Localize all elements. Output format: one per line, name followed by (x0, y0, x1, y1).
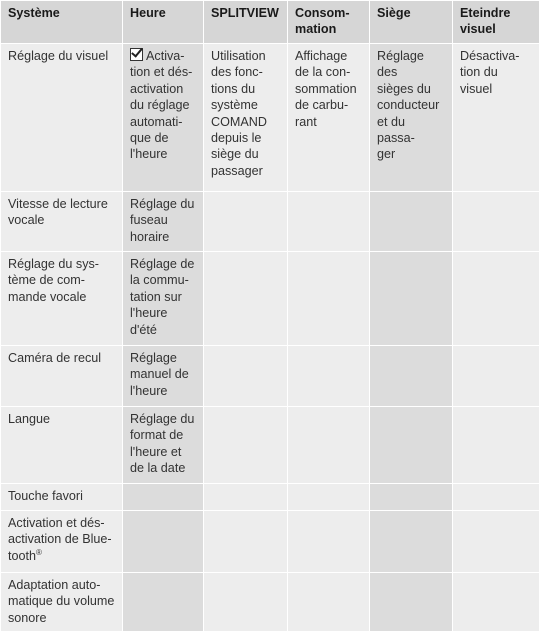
cell-consommation (288, 511, 370, 573)
cell-text: Activa- tion et dés- activation du réglage automati- que de l'heure (130, 49, 192, 161)
cell-text: Réglage manuel de l'heure (130, 351, 189, 398)
column-header-splitview: SPLITVIEW (204, 1, 288, 44)
cell-consommation (288, 484, 370, 511)
checkbox-checked-icon (130, 48, 143, 61)
cell-eteindre-visuel (453, 407, 539, 484)
column-header-siege: Siège (370, 1, 453, 44)
cell-text: Touche favori (8, 489, 83, 503)
cell-siege (370, 346, 453, 407)
cell-text: Affichage de la con- sommation de carbu- rant (295, 49, 357, 129)
column-header-consommation: Consom- mation (288, 1, 370, 44)
cell-systeme (1, 484, 123, 511)
cell-splitview (204, 511, 288, 573)
cell-eteindre-visuel (453, 346, 539, 407)
cell-consommation (288, 192, 370, 252)
cell-heure (123, 192, 204, 252)
cell-text: Réglage du visuel (8, 49, 108, 63)
cell-heure (123, 484, 204, 511)
table-row (1, 192, 539, 252)
cell-siege (370, 484, 453, 511)
cell-heure (123, 511, 204, 573)
cell-systeme (1, 511, 123, 573)
column-header-heure: Heure (123, 1, 204, 44)
cell-text: Réglage de la commu- tation sur l'heure d'été (130, 257, 194, 337)
cell-text: Désactiva- tion du visuel (460, 49, 520, 96)
cell-consommation (288, 573, 370, 632)
cell-eteindre-visuel (453, 252, 539, 346)
column-header-eteindre-visuel: Eteindre visuel (453, 1, 539, 44)
cell-text: Caméra de recul (8, 351, 101, 365)
table-row (1, 252, 539, 346)
table-row (1, 407, 539, 484)
table-row (1, 573, 539, 632)
registered-mark: ® (36, 548, 42, 557)
cell-eteindre-visuel (453, 44, 539, 192)
cell-eteindre-visuel (453, 484, 539, 511)
cell-splitview (204, 44, 288, 192)
cell-splitview (204, 252, 288, 346)
cell-eteindre-visuel (453, 192, 539, 252)
cell-heure (123, 573, 204, 632)
cell-systeme (1, 407, 123, 484)
cell-eteindre-visuel (453, 511, 539, 573)
table-row (1, 44, 539, 192)
cell-text: Réglage du fuseau horaire (130, 197, 194, 244)
cell-consommation (288, 252, 370, 346)
cell-heure (123, 346, 204, 407)
cell-siege (370, 252, 453, 346)
cell-eteindre-visuel (453, 573, 539, 632)
cell-text: Activation et dés- activation de Blue- tooth (8, 516, 112, 563)
cell-siege (370, 573, 453, 632)
cell-text: Réglage du format de l'heure et de la date (130, 412, 194, 475)
cell-siege (370, 44, 453, 192)
table-row (1, 346, 539, 407)
cell-text: Réglage du sys- tème de com- mande vocale (8, 257, 99, 304)
cell-siege (370, 192, 453, 252)
table-row (1, 511, 539, 573)
cell-systeme (1, 192, 123, 252)
cell-consommation (288, 346, 370, 407)
cell-systeme (1, 252, 123, 346)
cell-text: Langue (8, 412, 50, 426)
cell-splitview (204, 573, 288, 632)
cell-systeme (1, 44, 123, 192)
cell-heure (123, 252, 204, 346)
cell-text: Réglage des sièges du conducteur et du passa- ger (377, 49, 439, 161)
header-row (1, 1, 539, 44)
cell-consommation (288, 407, 370, 484)
cell-splitview (204, 346, 288, 407)
table-row (1, 484, 539, 511)
cell-heure (123, 44, 204, 192)
cell-text: Utilisation des fonc- tions du système COMAND depuis le siège du passager (211, 49, 267, 178)
cell-splitview (204, 192, 288, 252)
cell-siege (370, 407, 453, 484)
cell-text: Vitesse de lecture vocale (8, 197, 108, 227)
cell-heure (123, 407, 204, 484)
cell-systeme (1, 346, 123, 407)
cell-siege (370, 511, 453, 573)
cell-systeme (1, 573, 123, 632)
cell-splitview (204, 407, 288, 484)
column-header-systeme: Système (1, 1, 123, 44)
cell-splitview (204, 484, 288, 511)
cell-consommation (288, 44, 370, 192)
cell-text: Adaptation auto- matique du volume sonore (8, 578, 114, 625)
